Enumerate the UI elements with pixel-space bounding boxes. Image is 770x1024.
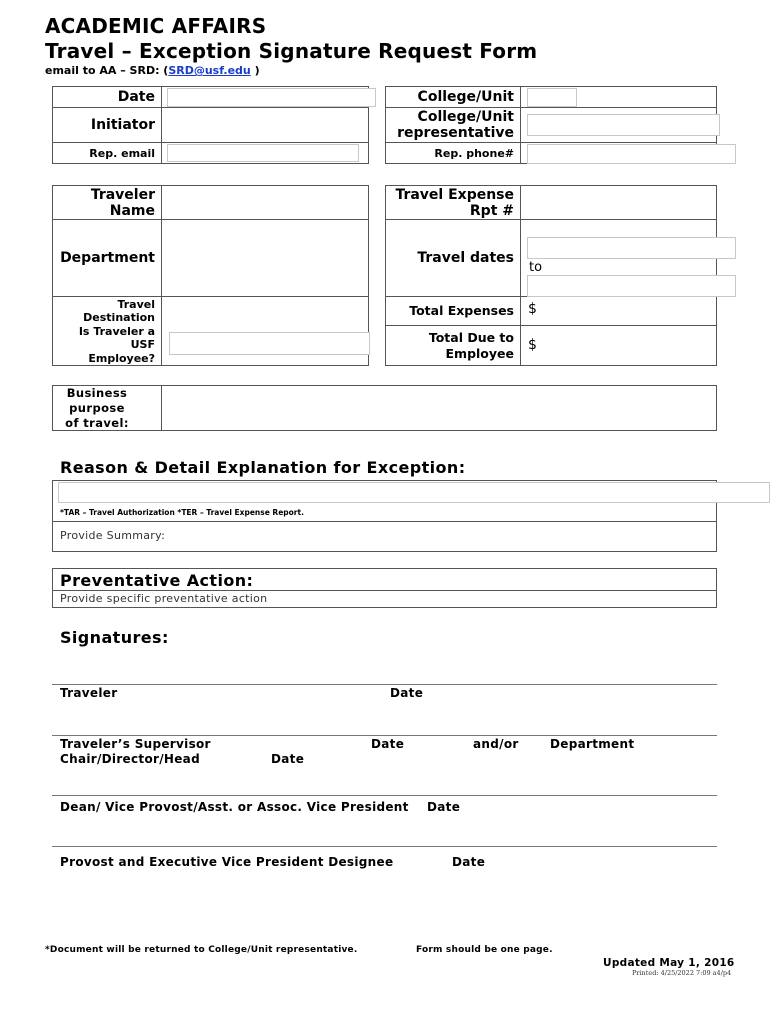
traveler-name-label-2: Name <box>109 203 155 219</box>
dean-signature-label: Dean/ Vice Provost/Asst. or Assoc. Vice President <box>60 800 409 814</box>
email-instruction <box>45 64 260 77</box>
college-rep-field[interactable] <box>527 114 720 136</box>
preventative-field[interactable]: Provide specific preventative action <box>60 592 268 605</box>
total-due-field[interactable] <box>540 328 715 364</box>
initiator-label: Initiator <box>90 117 155 133</box>
usf-employee-label-2: USF <box>130 338 155 351</box>
email-suffix: ) <box>250 64 260 77</box>
business-purpose-label-3: of travel: <box>65 416 129 430</box>
divider <box>385 325 717 326</box>
returned-note: *Document will be returned to College/Unit representative. <box>45 945 358 955</box>
usf-employee-field[interactable] <box>169 332 370 355</box>
dean-signature-line[interactable] <box>52 795 717 796</box>
date-label: Date <box>117 89 155 105</box>
department-label: Department <box>60 250 155 266</box>
college-rep-label-1: College/Unit <box>417 109 514 125</box>
traveler-name-label-1: Traveler <box>90 187 155 203</box>
total-expenses-label: Total Expenses <box>409 303 514 318</box>
total-due-label-2: Employee <box>445 346 514 361</box>
department-signature-label: Department <box>550 737 635 751</box>
divider <box>52 590 717 591</box>
rep-phone-field[interactable] <box>527 144 736 164</box>
form-title-department: ACADEMIC AFFAIRS <box>45 14 267 38</box>
dean-date-label: Date <box>427 800 461 814</box>
provost-signature-line[interactable] <box>52 846 717 847</box>
email-prefix: email to AA – SRD: ( <box>45 64 169 77</box>
ter-rpt-field[interactable] <box>522 187 715 217</box>
travel-destination-label: Travel Destination <box>83 298 155 324</box>
traveler-signature-label: Traveler <box>60 686 118 700</box>
supervisor-date-label: Date <box>371 737 405 751</box>
traveler-name-field[interactable] <box>163 187 367 217</box>
initiator-field[interactable] <box>163 109 367 141</box>
ter-rpt-label-1: Travel Expense <box>395 187 514 203</box>
signatures-heading: Signatures: <box>60 628 169 647</box>
divider <box>52 521 717 522</box>
department-date-label: Date <box>271 752 305 766</box>
usf-employee-label-1: Is Traveler a <box>78 325 155 338</box>
preventative-heading: Preventative Action: <box>60 571 254 590</box>
business-purpose-field[interactable] <box>163 387 715 429</box>
department-field[interactable] <box>163 221 367 294</box>
rep-email-label: Rep. email <box>89 147 155 160</box>
usf-employee-label-3: Employee? <box>88 352 155 365</box>
travel-end-date-field[interactable] <box>527 275 736 297</box>
divider <box>161 185 162 366</box>
updated-date: Updated May 1, 2016 <box>603 957 735 969</box>
supervisor-label-1: Traveler’s Supervisor <box>60 737 211 751</box>
college-unit-field[interactable] <box>527 88 577 107</box>
divider <box>385 142 717 143</box>
reason-detail-field[interactable] <box>58 482 770 503</box>
form-title: Travel – Exception Signature Request Form <box>45 39 538 63</box>
to-text: to <box>529 260 543 275</box>
tar-ter-note: *TAR – Travel Authorization *TER – Travel Expense Report. <box>60 508 304 517</box>
traveler-date-label: Date <box>390 686 424 700</box>
college-unit-label: College/Unit <box>417 89 514 105</box>
total-expenses-field[interactable] <box>540 299 715 323</box>
travel-dates-label: Travel dates <box>417 250 514 266</box>
reason-heading: Reason & Detail Explanation for Exception: <box>60 458 466 477</box>
business-purpose-label-1: Business <box>66 386 128 400</box>
divider <box>52 142 369 143</box>
srd-email-link[interactable]: SRD@usf.edu <box>168 64 251 77</box>
supervisor-label-2: Chair/Director/Head <box>60 752 200 766</box>
provost-signature-label: Provost and Executive Vice President Designee <box>60 855 394 869</box>
divider <box>385 107 717 108</box>
rep-phone-label: Rep. phone# <box>434 147 514 160</box>
divider <box>385 219 717 220</box>
total-due-label-1: Total Due to <box>428 330 514 345</box>
divider <box>520 185 521 366</box>
divider <box>520 86 521 164</box>
total-due-currency: $ <box>528 337 537 353</box>
rep-email-field[interactable] <box>167 144 359 162</box>
traveler-signature-line[interactable] <box>52 684 717 685</box>
summary-field[interactable]: Provide Summary: <box>60 529 166 542</box>
divider <box>52 219 369 220</box>
total-expenses-currency: $ <box>528 301 537 317</box>
and-or-text: and/or <box>473 737 519 751</box>
printed-stamp: Printed: 4/25/2022 7:09 a4/p4 <box>632 969 732 977</box>
travel-start-date-field[interactable] <box>527 237 736 259</box>
provost-date-label: Date <box>452 855 486 869</box>
business-purpose-label-2: purpose <box>69 401 125 415</box>
divider <box>52 296 369 297</box>
one-page-note: Form should be one page. <box>416 945 553 955</box>
divider <box>161 86 162 164</box>
supervisor-signature-line[interactable] <box>52 735 717 736</box>
college-rep-label-2: representative <box>397 125 514 141</box>
date-field[interactable] <box>167 88 376 107</box>
ter-rpt-label-2: Rpt # <box>469 203 514 219</box>
divider <box>52 107 369 108</box>
divider <box>161 385 162 431</box>
